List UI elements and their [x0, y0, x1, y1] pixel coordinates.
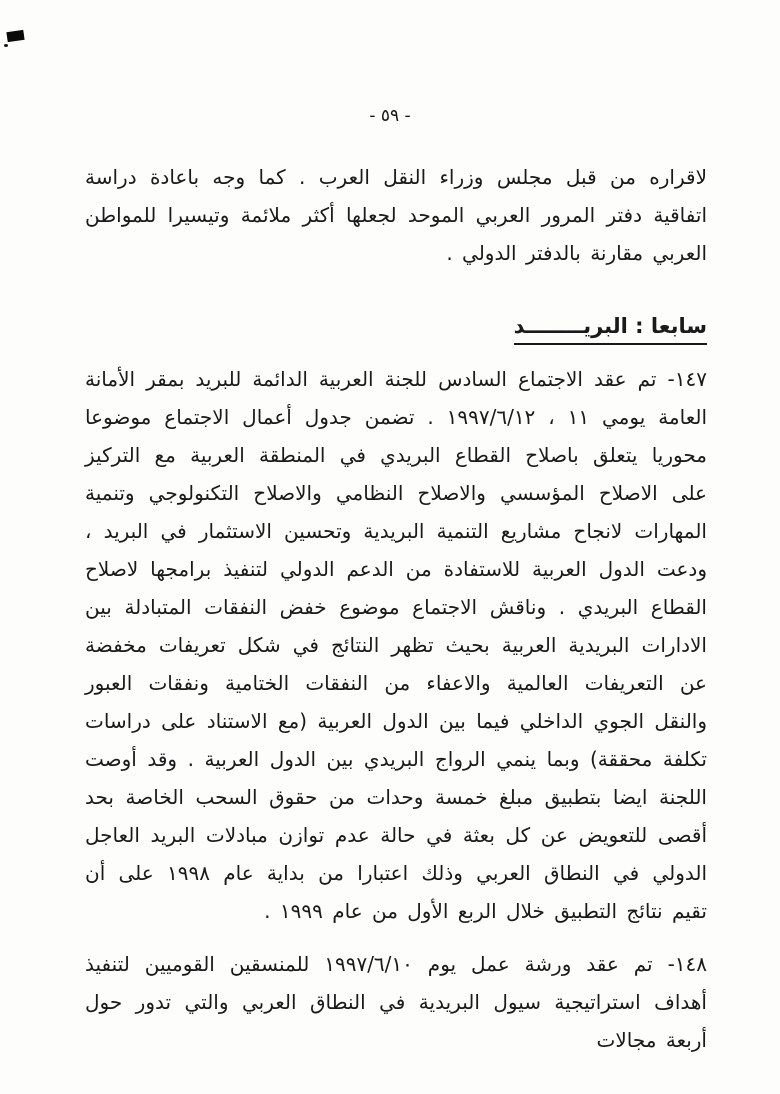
section-heading: [85, 314, 707, 345]
item-number: ١٤٧-: [667, 367, 707, 391]
item-number: ١٤٨-: [667, 952, 708, 976]
scan-artifact-icon: [6, 30, 24, 42]
numbered-item-148: [85, 945, 707, 1059]
document-body: [85, 158, 707, 1059]
scan-speck-icon: [4, 44, 8, 47]
item-text: تم عقد الاجتماع السادس للجنة العربية الدائمة للبريد بمقر الأمانة العامة يومي ١١ ، ١٩٩٧/٦/١٢ . تضمن جدول أعمال الاجتماع موضوعا محوريا يتعلق باصلاح القطاع البريدي في المنطقة العربية مع التركيز على الاصلاح المؤسسي والاصلاح النظامي والاصلاح التكنولوجي وتنمية المهارات لانجاح مشاريع التنمية البريدية وتحسين الاستثمار في البريد ، ودعت الدول العربية للاستفادة من الدعم الدولي لتنفيذ برامجها لاصلاح القطاع البريدي . وناقش الاجتماع موضوع خفض النفقات المتبادلة بين الادارات البريدية العربية بحيث تظهر النتائج في شكل تعريفات مخفضة عن التعريفات العالمية والاعفاء من النفقات الختامية ونفقات العبور والنقل الجوي الداخلي فيما بين الدول العربية (مع الاستناد على دراسات تكلفة محققة) وبما ينمي الرواج البريدي بين الدول العربية . وقد أوصت اللجنة ايضا بتطبيق مبلغ خمسة وحدات من حقوق السحب الخاصة بحد أقصى للتعويض عن كل بعثة في حالة عدم توازن مبادلات البريد العاجل الدولي في النطاق العربي وذلك اعتبارا من بداية عام ١٩٩٨ على أن تقيم نتائج التطبيق خلال الربع الأول من عام ١٩٩٩ .: [85, 367, 708, 923]
item-text: تم عقد ورشة عمل يوم ١٩٩٧/٦/١٠ للمنسقين القوميين لتنفيذ أهداف استراتيجية سيول البريدية في النطاق العربي والتي تدور حول أربعة مجالات: [85, 952, 707, 1052]
page-number: - ٥٩ -: [369, 106, 411, 126]
intro-paragraph: لاقراره من قبل مجلس وزراء النقل العرب . كما وجه باعادة دراسة اتفاقية دفتر المرور العربي الموحد لجعلها أكثر ملائمة وتيسيرا للمواطن العربي مقارنة بالدفتر الدولي .: [85, 165, 707, 265]
section-heading-text: سابعا : البريــــــــد: [514, 314, 707, 345]
numbered-item-147: [85, 360, 707, 930]
